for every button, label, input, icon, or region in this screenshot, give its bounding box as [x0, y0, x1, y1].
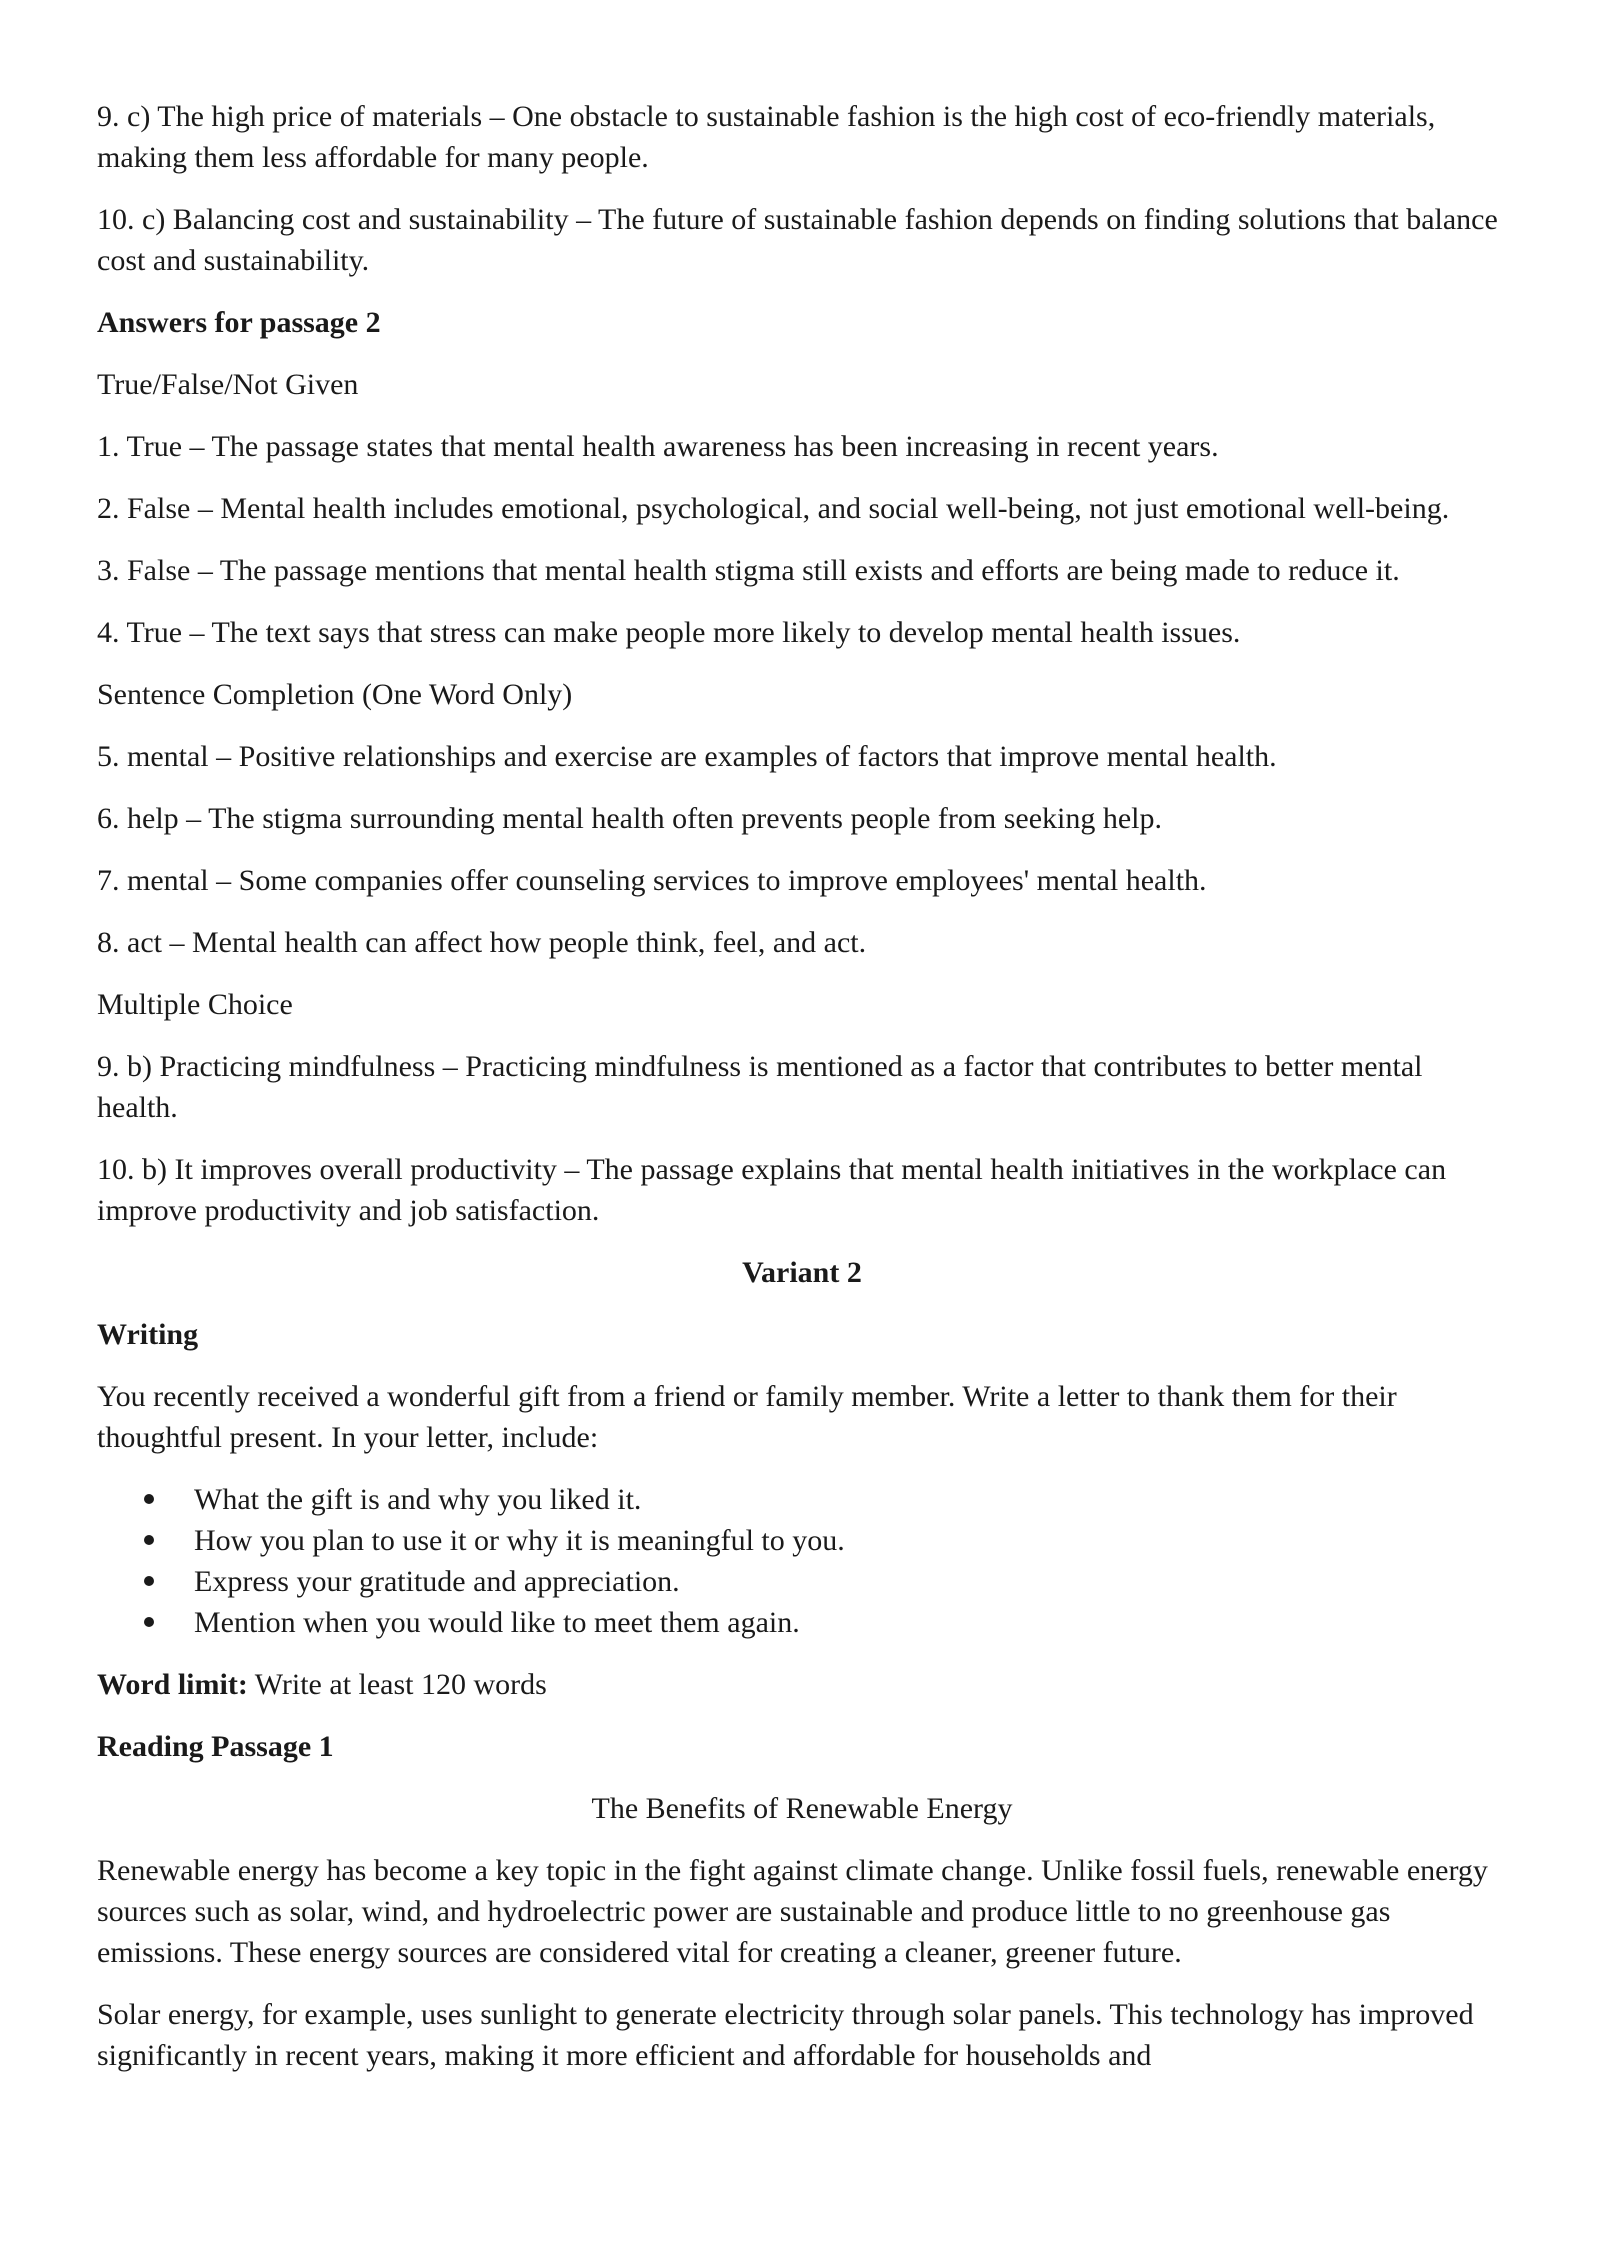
tfng-section-heading: True/False/Not Given	[97, 368, 359, 401]
reading-paragraph: Solar energy, for example, uses sunlight to generate electricity through solar panels. This technology has improved significantly in recent years, making it more efficient and affordable for households and	[97, 1998, 1474, 2072]
reading-passage-heading: Reading Passage 1	[97, 1730, 334, 1763]
answer-item: 4. True – The text says that stress can make people more likely to develop mental health issues.	[97, 616, 1241, 649]
word-limit	[97, 1664, 1507, 1705]
writing-bullet-list	[97, 1479, 1507, 1643]
writing-heading: Writing	[97, 1318, 199, 1351]
reading-paragraph: Renewable energy has become a key topic in the fight against climate change. Unlike fossil fuels, renewable energy sources such as solar, wind, and hydroelectric power are sustainable and produce little to no greenhouse gas emissions. These energy sources are considered vital for creating a cleaner, greener future.	[97, 1854, 1488, 1969]
variant-title: Variant 2	[742, 1256, 862, 1289]
answer-item: 2. False – Mental health includes emotional, psychological, and social well-being, not just emotional well-being.	[97, 492, 1450, 525]
word-limit-value: Write at least 120 words	[247, 1668, 547, 1701]
answer-item: 6. help – The stigma surrounding mental health often prevents people from seeking help.	[97, 802, 1163, 835]
list-item	[97, 1520, 1507, 1561]
completion-section-heading: Sentence Completion (One Word Only)	[97, 678, 573, 711]
answer-item: 5. mental – Positive relationships and exercise are examples of factors that improve mental health.	[97, 740, 1277, 773]
bullet-icon	[144, 1535, 154, 1545]
answer-9-passage1: 9. c) The high price of materials – One obstacle to sustainable fashion is the high cost of eco-friendly materials, making them less affordable for many people.	[97, 100, 1436, 174]
list-item	[97, 1479, 1507, 1520]
word-limit-label: Word limit:	[97, 1668, 248, 1701]
bullet-icon	[144, 1576, 154, 1586]
bullet-text: Mention when you would like to meet them again.	[194, 1606, 800, 1639]
answer-item: 1. True – The passage states that mental health awareness has been increasing in recent years.	[97, 430, 1219, 463]
bullet-icon	[144, 1494, 154, 1504]
answer-item: 3. False – The passage mentions that mental health stigma still exists and efforts are being made to reduce it.	[97, 554, 1400, 587]
reading-passage-title: The Benefits of Renewable Energy	[591, 1792, 1013, 1825]
list-item	[97, 1602, 1507, 1643]
answer-item: 7. mental – Some companies offer counseling services to improve employees' mental health.	[97, 864, 1207, 897]
list-item	[97, 1561, 1507, 1602]
document-page	[97, 96, 1507, 2097]
mc-section-heading: Multiple Choice	[97, 988, 293, 1021]
bullet-text: What the gift is and why you liked it.	[194, 1483, 642, 1516]
bullet-text: Express your gratitude and appreciation.	[194, 1565, 680, 1598]
answer-item: 9. b) Practicing mindfulness – Practicing mindfulness is mentioned as a factor that contributes to better mental health.	[97, 1050, 1423, 1124]
writing-prompt: You recently received a wonderful gift from a friend or family member. Write a letter to thank them for their thoughtful present. In your letter, include:	[97, 1380, 1397, 1454]
answer-item: 8. act – Mental health can affect how people think, feel, and act.	[97, 926, 867, 959]
bullet-text: How you plan to use it or why it is meaningful to you.	[194, 1524, 845, 1557]
bullet-icon	[144, 1617, 154, 1627]
passage2-answers-heading: Answers for passage 2	[97, 306, 381, 339]
answer-item: 10. b) It improves overall productivity – The passage explains that mental health initiatives in the workplace can improve productivity and job satisfaction.	[97, 1153, 1447, 1227]
answer-10-passage1: 10. c) Balancing cost and sustainability – The future of sustainable fashion depends on finding solutions that balance cost and sustainability.	[97, 203, 1498, 277]
